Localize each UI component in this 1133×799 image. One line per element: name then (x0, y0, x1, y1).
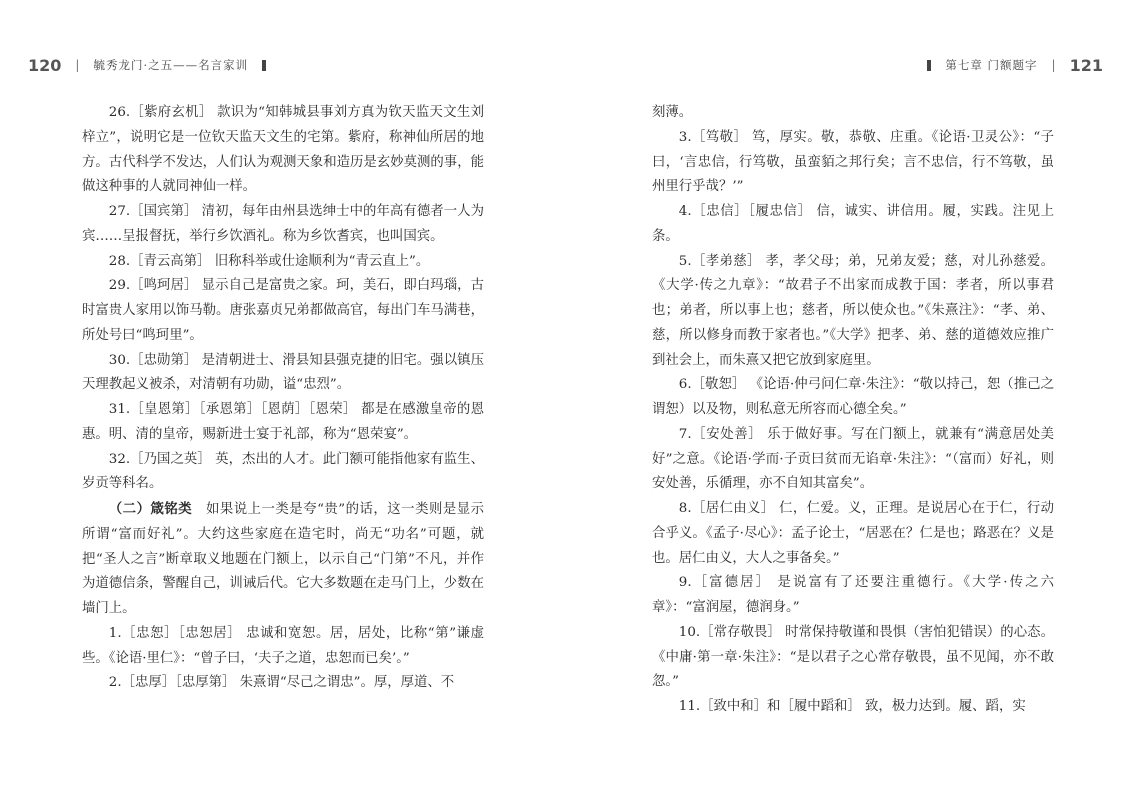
right-running-title: 第七章 门额题字 (945, 58, 1038, 72)
section-text: 如果说上一类是夸“贵”的话，这一类则是显示所谓“富而好礼”。大约这些家庭在造宅时，尚无“功名”可题，就把“圣人之言”断章取义地题在门额上，以示自己“门第”不凡，并作为道德信条，警醒自己，训诫后代。它大多数题在走马门上，少数在墙门上。 (82, 502, 484, 616)
paragraph: 8.［居仁由义］ 仁，仁爱。义，正理。是说居心在于仁，行动合乎义。《孟子·尽心》：孟子论士，“居恶在？仁是也；路恶在？义是也。居仁由义，大人之事备矣。” (652, 501, 1054, 566)
paragraph: 1.［忠恕］［忠恕居］ 忠诚和宽恕。居，居处，比称“第”谦虚些。《论语·里仁》：“曾子曰，‘夫子之道，忠恕而已矣’。” (82, 625, 484, 666)
left-running-title: 毓秀龙门·之五——名言家训 (93, 58, 249, 72)
paragraph: 28.［青云高第］ 旧称科举或仕途顺利为“青云直上”。 (108, 253, 430, 269)
paragraph: 30.［忠勋第］ 是清朝进士、滑县知县强克捷的旧宅。强以镇压天理教起义被杀，对清朝有功勋，谥“忠烈”。 (82, 352, 484, 393)
paragraph: 29.［鸣珂居］ 显示自己是富贵之家。珂，美石，即白玛瑙，古时富贵人家用以饰马勒。唐张嘉贞兄弟都做高官，每出门车马满巷，所处号曰“鸣珂里”。 (82, 278, 484, 343)
right-marker-bar (927, 60, 931, 71)
continuation-line: 刻薄。 (652, 105, 693, 120)
paragraph: 11.［致中和］和［履中蹈和］ 致，极力达到。履、蹈，实 (678, 699, 1026, 714)
paragraph: 5.［孝弟慈］ 孝，孝父母；弟，兄弟友爱；慈，对儿孙慈爱。《大学·传之九章》：“故君子不出家而成教于国：孝者，所以事君也；弟者，所以事上也；慈者，所以使众也。”《朱熹注》：“孝、弟、慈，所以修身而教于家者也。”《大学》把孝、弟、慈的道德效应推广到社会上，而朱熹又把它放到家庭里。 (652, 253, 1054, 368)
paragraph: 7.［安处善］ 乐于做好事。写在门额上，就兼有“满意居处美好”之意。《论语·学而·子贡曰贫而无谄章·朱注》：“（富而）好礼，则安处善，乐循理，亦不自知其富矣”。 (652, 426, 1054, 492)
paragraph: 10.［常存敬畏］ 时常保持敬谨和畏惧（害怕犯错误）的心态。《中庸·第一章·朱注》：“是以君子之心常存敬畏，虽不见闻，亦不敢忽。” (652, 624, 1054, 690)
paragraph: 31.［皇恩第］［承恩第］［恩荫］［恩荣］ 都是在感激皇帝的恩惠。明、清的皇帝，赐新进士宴于礼部，称为“恩荣宴”。 (82, 402, 484, 442)
paragraph: 3.［笃敬］ 笃，厚实。敬，恭敬、庄重。《论语·卫灵公》：“子曰，‘言忠信，行笃敬，虽蛮貊之邦行矣；言不忠信，行不笃敬，虽州里行乎哉？’” (652, 129, 1054, 195)
section-heading: （二）箴铭类 (108, 501, 193, 517)
right-separator: | (1051, 58, 1056, 72)
paragraph: 4.［忠信］［履忠信］ 信，诚实、讲信用。履，实践。注见上条。 (652, 204, 1054, 244)
left-page-number: 120 (28, 55, 62, 75)
paragraph: 2.［忠厚］［忠厚第］ 朱熹谓“尽己之谓忠”。厚，厚道、不 (108, 675, 455, 691)
right-page-number: 121 (1069, 55, 1103, 75)
left-page (0, 0, 566, 799)
left-running-head (28, 52, 266, 78)
left-separator: | (75, 58, 80, 72)
paragraph: 9.［富德居］ 是说富有了还要注重德行。《大学·传之六章》：“富润屋，德润身。” (652, 575, 1054, 615)
paragraph: 27.［国宾第］ 清初，每年由州县选绅士中的年高有德者一人为宾……呈报督抚，举行乡饮酒礼。称为乡饮耆宾，也叫国宾。 (82, 204, 484, 244)
left-body-text (82, 101, 484, 696)
section-paragraph (82, 497, 484, 622)
paragraph: 32.［乃国之英］ 英，杰出的人才。此门额可能指他家有监生、岁贡等科名。 (82, 451, 484, 492)
paragraph: 26.［紫府玄机］ 款识为“知韩城县事刘方真为钦天监天文生刘梓立”，说明它是一位钦天监天文生的宅第。紫府，称神仙所居的地方。古代科学不发达，人们认为观测天象和造历是玄妙莫测的事，能做这种事的人就同神仙一样。 (82, 105, 484, 195)
right-running-head (927, 52, 1103, 78)
left-marker-bar (262, 60, 266, 71)
right-body-text (652, 101, 1054, 720)
right-page (566, 0, 1133, 799)
paragraph: 6.［敬恕］ 《论语·仲弓问仁章·朱注》：“敬以持己，恕（推己之谓恕）以及物，则私意无所容而心德全矣。” (652, 377, 1054, 417)
